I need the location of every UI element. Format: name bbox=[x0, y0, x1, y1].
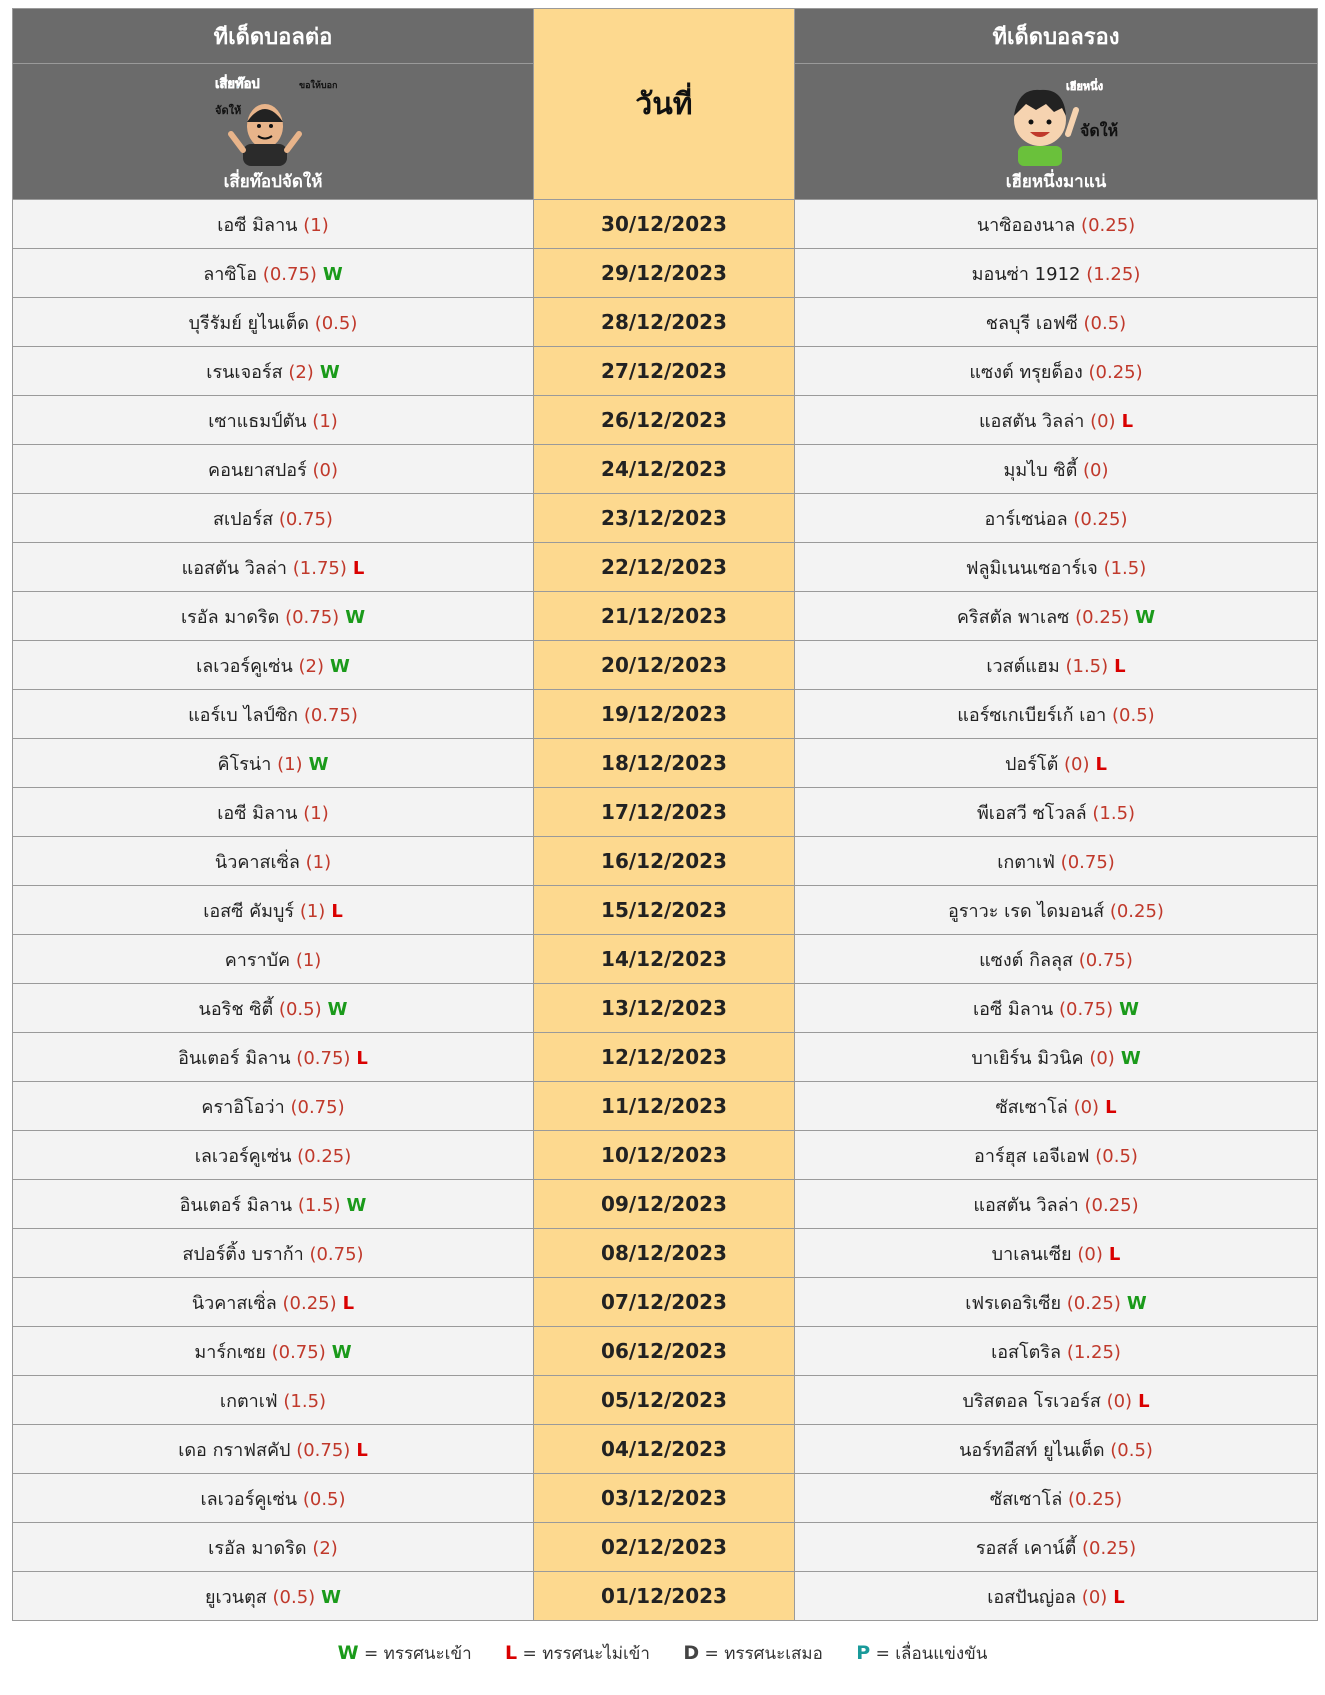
right-team-name: บริสตอล โรเวอร์ส bbox=[962, 1390, 1101, 1412]
right-tip-cell bbox=[795, 641, 1318, 690]
match-date: 05/12/2023 bbox=[534, 1376, 795, 1425]
right-odds: (1.25) bbox=[1066, 1341, 1121, 1363]
left-result-badge: L bbox=[356, 1047, 368, 1069]
left-team-name: ลาซิโอ bbox=[203, 263, 258, 285]
right-odds: (0.25) bbox=[1082, 1537, 1137, 1559]
right-odds: (0.25) bbox=[1075, 606, 1130, 628]
left-odds: (0) bbox=[312, 459, 338, 481]
right-tip-cell bbox=[795, 739, 1318, 788]
right-team-name: ปอร์โต้ bbox=[1005, 753, 1059, 775]
left-result-badge: W bbox=[308, 753, 329, 775]
right-tipster-cell bbox=[795, 64, 1318, 200]
right-team-name: นอร์ทอีสท์ ยูไนเต็ด bbox=[959, 1439, 1105, 1461]
match-date: 11/12/2023 bbox=[534, 1082, 795, 1131]
left-odds: (1.75) bbox=[292, 557, 347, 579]
left-tip-cell bbox=[13, 641, 534, 690]
right-tip-cell bbox=[795, 1131, 1318, 1180]
left-tipster-name: เสี่ยท๊อปจัดให้ bbox=[223, 172, 323, 192]
match-date: 16/12/2023 bbox=[534, 837, 795, 886]
right-team-name: ซัสเซาโล่ bbox=[989, 1488, 1063, 1510]
right-result-badge: L bbox=[1095, 753, 1107, 775]
right-team-name: อาร์เซน่อล bbox=[984, 508, 1068, 530]
right-tip-cell bbox=[795, 445, 1318, 494]
tips-rows bbox=[13, 200, 1318, 1621]
table-row bbox=[13, 837, 1318, 886]
right-team-name: แอสตัน วิลล่า bbox=[978, 410, 1085, 432]
match-date: 27/12/2023 bbox=[534, 347, 795, 396]
right-odds: (0.25) bbox=[1068, 1488, 1123, 1510]
left-odds: (1.5) bbox=[297, 1194, 341, 1216]
left-odds: (0.5) bbox=[302, 1488, 346, 1510]
right-odds: (0) bbox=[1090, 410, 1116, 432]
right-odds: (0) bbox=[1106, 1390, 1133, 1412]
right-odds: (1.5) bbox=[1065, 655, 1109, 677]
left-tip-cell bbox=[13, 984, 534, 1033]
right-tip-cell bbox=[795, 984, 1318, 1033]
right-odds: (0) bbox=[1083, 459, 1109, 481]
right-team-name: บาเลนเซีย bbox=[991, 1243, 1072, 1265]
right-tip-cell bbox=[795, 249, 1318, 298]
match-date: 26/12/2023 bbox=[534, 396, 795, 445]
right-tip-cell bbox=[795, 298, 1318, 347]
right-odds: (0.25) bbox=[1073, 508, 1128, 530]
left-tip-cell bbox=[13, 1278, 534, 1327]
left-tip-cell bbox=[13, 347, 534, 396]
table-row bbox=[13, 494, 1318, 543]
right-team-name: ฟลูมิเนนเซอาร์เจ bbox=[965, 557, 1098, 579]
left-odds: (1) bbox=[303, 802, 329, 824]
right-odds: (0.5) bbox=[1112, 704, 1155, 726]
left-odds: (1) bbox=[305, 851, 332, 873]
left-tip-cell bbox=[13, 935, 534, 984]
left-result-badge: W bbox=[322, 263, 343, 285]
left-tip-cell bbox=[13, 1327, 534, 1376]
right-odds: (1.25) bbox=[1086, 263, 1141, 285]
right-odds: (0.25) bbox=[1066, 1292, 1121, 1314]
left-tip-cell bbox=[13, 1474, 534, 1523]
left-tip-cell bbox=[13, 886, 534, 935]
right-tip-cell bbox=[795, 886, 1318, 935]
right-tip-cell bbox=[795, 1278, 1318, 1327]
table-row bbox=[13, 1474, 1318, 1523]
left-team-name: เดอ กราฟสคัป bbox=[178, 1439, 291, 1461]
left-odds: (0.5) bbox=[278, 998, 322, 1020]
right-odds: (0) bbox=[1064, 753, 1090, 775]
left-odds: (1.5) bbox=[283, 1390, 327, 1412]
left-tip-cell bbox=[13, 543, 534, 592]
left-odds: (0.75) bbox=[303, 704, 358, 726]
right-team-name: อูราวะ เรด ไดมอนส์ bbox=[948, 900, 1105, 922]
left-tip-cell bbox=[13, 396, 534, 445]
left-result-badge: W bbox=[327, 998, 348, 1020]
left-result-badge: W bbox=[331, 1341, 352, 1363]
right-tip-cell bbox=[795, 935, 1318, 984]
left-tip-cell bbox=[13, 1082, 534, 1131]
left-team-name: แอสตัน วิลล่า bbox=[181, 557, 288, 579]
right-tip-cell bbox=[795, 1180, 1318, 1229]
left-team-name: ยูเวนตุส bbox=[204, 1586, 267, 1608]
left-result-badge: W bbox=[346, 1194, 367, 1216]
left-team-name: นอริช ซิตี้ bbox=[198, 998, 274, 1020]
table-row bbox=[13, 1229, 1318, 1278]
right-odds: (1.5) bbox=[1103, 557, 1147, 579]
table-row bbox=[13, 1131, 1318, 1180]
left-team-name: มาร์กเซย bbox=[194, 1341, 266, 1363]
right-team-name: บาเยิร์น มิวนิค bbox=[971, 1047, 1084, 1069]
match-date: 03/12/2023 bbox=[534, 1474, 795, 1523]
svg-text:ขอให้บอก: ขอให้บอก bbox=[299, 81, 338, 91]
right-odds: (1.5) bbox=[1092, 802, 1136, 824]
table-row bbox=[13, 1425, 1318, 1474]
table-row bbox=[13, 739, 1318, 788]
right-tip-cell bbox=[795, 1572, 1318, 1621]
match-date: 13/12/2023 bbox=[534, 984, 795, 1033]
match-date: 01/12/2023 bbox=[534, 1572, 795, 1621]
table-row bbox=[13, 935, 1318, 984]
left-odds: (2) bbox=[298, 655, 324, 677]
table-row bbox=[13, 347, 1318, 396]
right-team-name: นาซิอองนาล bbox=[976, 214, 1076, 236]
match-date: 29/12/2023 bbox=[534, 249, 795, 298]
tips-table-container bbox=[12, 8, 1317, 1621]
left-team-name: คิโรน่า bbox=[217, 753, 272, 775]
left-result-badge: L bbox=[342, 1292, 355, 1314]
left-tip-cell bbox=[13, 1229, 534, 1278]
table-row bbox=[13, 592, 1318, 641]
left-result-badge: W bbox=[345, 606, 366, 628]
right-team-name: มอนซ่า 1912 bbox=[971, 263, 1081, 285]
match-date: 19/12/2023 bbox=[534, 690, 795, 739]
left-odds: (1) bbox=[303, 214, 329, 236]
right-result-badge: W bbox=[1120, 1047, 1141, 1069]
left-odds: (0.75) bbox=[271, 1341, 326, 1363]
left-odds: (0.25) bbox=[297, 1145, 352, 1167]
left-team-name: เอซี มิลาน bbox=[217, 214, 298, 236]
tips-table bbox=[12, 8, 1318, 1621]
right-tip-cell bbox=[795, 396, 1318, 445]
left-column-title: ทีเด็ดบอลต่อ bbox=[13, 9, 534, 64]
right-odds: (0.25) bbox=[1081, 214, 1136, 236]
right-tip-cell bbox=[795, 1523, 1318, 1572]
left-result-badge: W bbox=[321, 1586, 342, 1608]
left-team-name: อินเตอร์ มิลาน bbox=[179, 1194, 293, 1216]
right-team-name: คริสตัล พาเลซ bbox=[956, 606, 1070, 628]
table-row bbox=[13, 1033, 1318, 1082]
left-team-name: เลเวอร์คูเซ่น bbox=[200, 1488, 298, 1510]
left-odds: (1) bbox=[295, 949, 322, 971]
table-row bbox=[13, 1082, 1318, 1131]
left-tip-cell bbox=[13, 494, 534, 543]
right-team-name: แอร์ซเกเบียร์เก้ เอา bbox=[957, 704, 1107, 726]
left-odds: (2) bbox=[288, 361, 314, 383]
right-odds: (0.75) bbox=[1060, 851, 1115, 873]
right-odds: (0.25) bbox=[1109, 900, 1164, 922]
left-odds: (0.75) bbox=[290, 1096, 345, 1118]
match-date: 04/12/2023 bbox=[534, 1425, 795, 1474]
left-odds: (0.5) bbox=[272, 1586, 316, 1608]
left-team-name: เอซี มิลาน bbox=[217, 802, 298, 824]
right-tip-cell bbox=[795, 347, 1318, 396]
table-row bbox=[13, 1327, 1318, 1376]
left-tip-cell bbox=[13, 1523, 534, 1572]
match-date: 12/12/2023 bbox=[534, 1033, 795, 1082]
left-odds: (0.75) bbox=[309, 1243, 364, 1265]
left-tip-cell bbox=[13, 592, 534, 641]
left-team-name: บุรีรัมย์ ยูไนเต็ด bbox=[188, 312, 309, 334]
table-row bbox=[13, 543, 1318, 592]
legend-draw: D = ทรรศนะเสมอ bbox=[683, 1642, 823, 1664]
left-result-badge: L bbox=[352, 557, 365, 579]
right-team-name: เอสปันญ่อล bbox=[987, 1586, 1077, 1608]
left-odds: (1) bbox=[277, 753, 303, 775]
right-odds: (0.5) bbox=[1083, 312, 1127, 334]
right-column-title: ทีเด็ดบอลรอง bbox=[795, 9, 1318, 64]
left-tip-cell bbox=[13, 690, 534, 739]
table-row bbox=[13, 788, 1318, 837]
left-tip-cell bbox=[13, 1131, 534, 1180]
match-date: 20/12/2023 bbox=[534, 641, 795, 690]
match-date: 18/12/2023 bbox=[534, 739, 795, 788]
right-team-name: อาร์ฮุส เอจีเอฟ bbox=[974, 1145, 1090, 1167]
table-row bbox=[13, 641, 1318, 690]
right-tip-cell bbox=[795, 1033, 1318, 1082]
table-row bbox=[13, 445, 1318, 494]
left-team-name: เลเวอร์คูเซ่น bbox=[196, 655, 293, 677]
right-result-badge: W bbox=[1126, 1292, 1147, 1314]
match-date: 22/12/2023 bbox=[534, 543, 795, 592]
left-team-name: เรนเจอร์ส bbox=[206, 361, 283, 383]
legend-lose: L = ทรรศนะไม่เข้า bbox=[505, 1642, 650, 1664]
right-tip-cell bbox=[795, 200, 1318, 249]
right-odds: (0.5) bbox=[1095, 1145, 1138, 1167]
right-odds: (0.25) bbox=[1088, 361, 1143, 383]
right-result-badge: L bbox=[1105, 1096, 1117, 1118]
left-team-name: เกตาเฟ่ bbox=[219, 1390, 278, 1412]
table-row bbox=[13, 200, 1318, 249]
right-team-name: เกตาเฟ่ bbox=[997, 851, 1055, 873]
legend-postpone: P = เลื่อนแข่งขัน bbox=[856, 1642, 988, 1664]
right-result-badge: L bbox=[1114, 655, 1126, 677]
left-team-name: นิวคาสเซิ่ล bbox=[214, 851, 300, 873]
left-tip-cell bbox=[13, 298, 534, 347]
svg-text:เสี่ยท๊อป: เสี่ยท๊อป bbox=[215, 77, 260, 92]
left-team-name: เซาแธมป์ตัน bbox=[208, 410, 307, 432]
date-column-title: วันที่ bbox=[534, 9, 795, 200]
right-odds: (0.75) bbox=[1078, 949, 1133, 971]
right-tip-cell bbox=[795, 837, 1318, 886]
left-odds: (0.75) bbox=[296, 1439, 351, 1461]
right-team-name: ชลบุรี เอฟซี bbox=[985, 312, 1078, 334]
right-tip-cell bbox=[795, 690, 1318, 739]
right-odds: (0) bbox=[1089, 1047, 1115, 1069]
left-team-name: เรอัล มาดริด bbox=[180, 606, 280, 628]
right-odds: (0) bbox=[1077, 1243, 1103, 1265]
svg-text:จัดให้: จัดให้ bbox=[1080, 121, 1119, 140]
right-team-name: แอสตัน วิลล่า bbox=[973, 1194, 1079, 1216]
table-row bbox=[13, 298, 1318, 347]
right-team-name: เฟรเดอริเซีย bbox=[965, 1292, 1062, 1314]
right-tipster-name: เฮียหนึ่งมาแน่ bbox=[1005, 172, 1107, 192]
tipster-top-sticker-icon bbox=[213, 74, 338, 166]
right-tip-cell bbox=[795, 543, 1318, 592]
table-row bbox=[13, 690, 1318, 739]
table-row bbox=[13, 1278, 1318, 1327]
match-date: 30/12/2023 bbox=[534, 200, 795, 249]
left-tip-cell bbox=[13, 200, 534, 249]
table-row bbox=[13, 1523, 1318, 1572]
left-tip-cell bbox=[13, 1376, 534, 1425]
left-tip-cell bbox=[13, 249, 534, 298]
match-date: 15/12/2023 bbox=[534, 886, 795, 935]
right-team-name: เอซี มิลาน bbox=[973, 998, 1054, 1020]
left-tip-cell bbox=[13, 837, 534, 886]
left-team-name: อินเตอร์ มิลาน bbox=[178, 1047, 291, 1069]
tipster-hia-sticker-icon bbox=[996, 74, 1119, 166]
right-odds: (0.5) bbox=[1110, 1439, 1153, 1461]
left-odds: (0.25) bbox=[282, 1292, 337, 1314]
right-team-name: ซัสเซาโล่ bbox=[995, 1096, 1068, 1118]
right-team-name: เวสต์แฮม bbox=[986, 655, 1060, 677]
right-result-badge: L bbox=[1138, 1390, 1150, 1412]
svg-text:เฮียหนึ่ง: เฮียหนึ่ง bbox=[1066, 80, 1104, 93]
left-tipster-cell bbox=[13, 64, 534, 200]
right-result-badge: L bbox=[1121, 410, 1134, 432]
match-date: 08/12/2023 bbox=[534, 1229, 795, 1278]
right-tip-cell bbox=[795, 1474, 1318, 1523]
match-date: 24/12/2023 bbox=[534, 445, 795, 494]
table-row bbox=[13, 1376, 1318, 1425]
right-tip-cell bbox=[795, 1327, 1318, 1376]
left-odds: (2) bbox=[312, 1537, 338, 1559]
left-team-name: สปอร์ติ้ง บราก้า bbox=[182, 1243, 304, 1265]
table-row bbox=[13, 396, 1318, 445]
left-team-name: แอร์เบ ไลป์ซิก bbox=[188, 704, 299, 726]
result-legend bbox=[0, 1640, 1325, 1667]
right-team-name: เอสโตริล bbox=[991, 1341, 1062, 1363]
left-tip-cell bbox=[13, 1033, 534, 1082]
right-tip-cell bbox=[795, 1229, 1318, 1278]
left-result-badge: W bbox=[330, 655, 350, 677]
right-odds: (0) bbox=[1073, 1096, 1100, 1118]
table-row bbox=[13, 1572, 1318, 1621]
table-row bbox=[13, 984, 1318, 1033]
match-date: 07/12/2023 bbox=[534, 1278, 795, 1327]
right-team-name: แซงต์ ทรุยด็อง bbox=[969, 361, 1083, 383]
match-date: 09/12/2023 bbox=[534, 1180, 795, 1229]
left-team-name: เรอัล มาดริด bbox=[208, 1537, 307, 1559]
match-date: 21/12/2023 bbox=[534, 592, 795, 641]
left-team-name: คาราบัค bbox=[224, 949, 291, 971]
right-result-badge: W bbox=[1119, 998, 1139, 1020]
table-row bbox=[13, 249, 1318, 298]
left-odds: (0.75) bbox=[262, 263, 317, 285]
match-date: 28/12/2023 bbox=[534, 298, 795, 347]
right-team-name: มุมไบ ซิตี้ bbox=[1003, 459, 1078, 481]
left-odds: (1) bbox=[299, 900, 326, 922]
right-tip-cell bbox=[795, 494, 1318, 543]
right-odds: (0.25) bbox=[1084, 1194, 1139, 1216]
left-team-name: นิวคาสเซิ่ล bbox=[191, 1292, 277, 1314]
left-team-name: เลเวอร์คูเซ่น bbox=[194, 1145, 292, 1167]
right-tip-cell bbox=[795, 592, 1318, 641]
left-odds: (1) bbox=[312, 410, 338, 432]
left-team-name: เอสซี คัมบูร์ bbox=[203, 900, 295, 922]
right-tip-cell bbox=[795, 1082, 1318, 1131]
left-tip-cell bbox=[13, 445, 534, 494]
right-team-name: รอสส์ เคาน์ตี้ bbox=[975, 1537, 1077, 1559]
svg-text:จัดให้: จัดให้ bbox=[215, 104, 242, 117]
match-date: 02/12/2023 bbox=[534, 1523, 795, 1572]
left-team-name: คราอิโอว่า bbox=[201, 1096, 285, 1118]
table-row bbox=[13, 1180, 1318, 1229]
table-row bbox=[13, 886, 1318, 935]
match-date: 14/12/2023 bbox=[534, 935, 795, 984]
left-result-badge: L bbox=[331, 900, 343, 922]
left-tip-cell bbox=[13, 1180, 534, 1229]
right-odds: (0) bbox=[1081, 1586, 1108, 1608]
left-team-name: คอนยาสปอร์ bbox=[208, 459, 307, 481]
left-odds: (0.75) bbox=[285, 606, 340, 628]
left-odds: (0.5) bbox=[314, 312, 358, 334]
match-date: 17/12/2023 bbox=[534, 788, 795, 837]
right-team-name: พีเอสวี ซโวลล์ bbox=[976, 802, 1087, 824]
right-tip-cell bbox=[795, 1376, 1318, 1425]
right-odds: (0.75) bbox=[1058, 998, 1114, 1020]
left-tip-cell bbox=[13, 788, 534, 837]
match-date: 23/12/2023 bbox=[534, 494, 795, 543]
left-team-name: สเปอร์ส bbox=[213, 508, 274, 530]
right-result-badge: L bbox=[1108, 1243, 1121, 1265]
match-date: 10/12/2023 bbox=[534, 1131, 795, 1180]
right-result-badge: W bbox=[1135, 606, 1156, 628]
match-date: 06/12/2023 bbox=[534, 1327, 795, 1376]
left-odds: (0.75) bbox=[296, 1047, 351, 1069]
left-tip-cell bbox=[13, 1572, 534, 1621]
right-result-badge: L bbox=[1113, 1586, 1125, 1608]
left-odds: (0.75) bbox=[278, 508, 333, 530]
right-tip-cell bbox=[795, 788, 1318, 837]
right-team-name: แซงต์ กิลลุส bbox=[979, 949, 1074, 971]
legend-win: W = ทรรศนะเข้า bbox=[337, 1642, 472, 1664]
left-result-badge: L bbox=[356, 1439, 368, 1461]
left-tip-cell bbox=[13, 1425, 534, 1474]
left-result-badge: W bbox=[319, 361, 340, 383]
left-tip-cell bbox=[13, 739, 534, 788]
right-tip-cell bbox=[795, 1425, 1318, 1474]
